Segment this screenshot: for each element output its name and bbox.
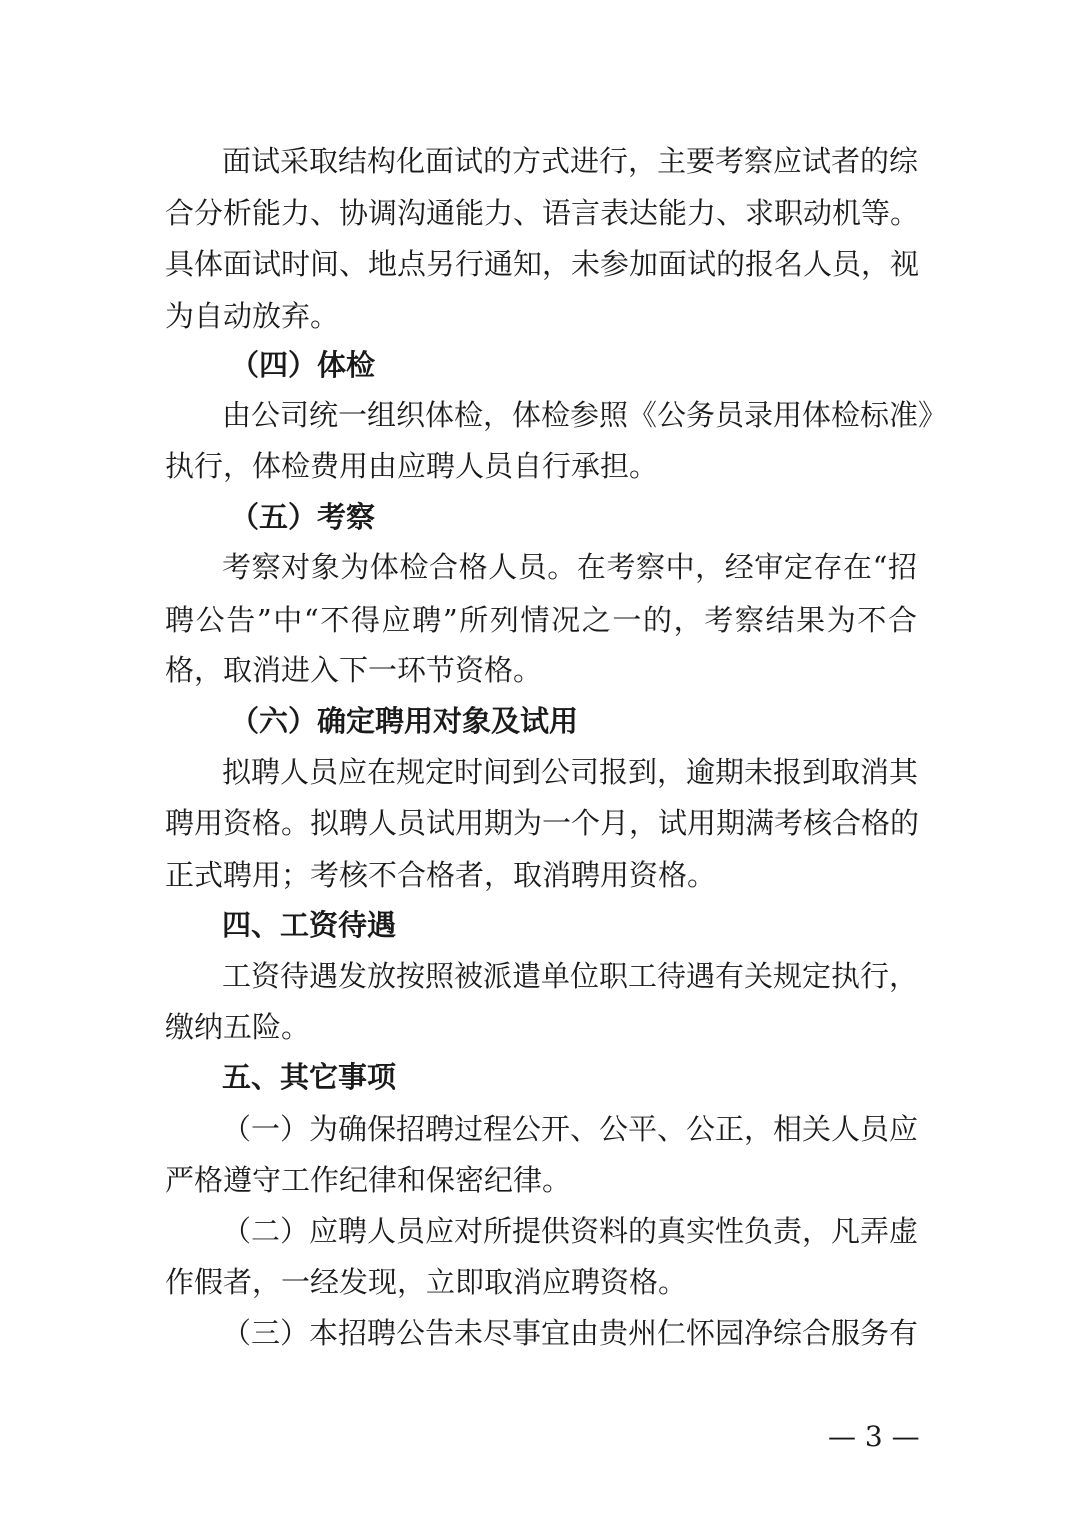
inspection-line-3: 格，取消进入下一环节资格。 xyxy=(165,653,543,687)
hiring-trial-line-3: 正式聘用；考核不合格者，取消聘用资格。 xyxy=(165,858,717,892)
other-matters-item-1-line-2: 严格遵守工作纪律和保密纪律。 xyxy=(165,1163,572,1197)
salary-line-2: 缴纳五险。 xyxy=(165,1010,311,1044)
other-matters-item-3-line-1: （三）本招聘公告未尽事宜由贵州仁怀园净综合服务有 xyxy=(222,1316,919,1350)
physical-exam-line-1: 由公司统一组织体检，体检参照《公务员录用体检标准》 xyxy=(222,398,948,432)
salary-line-1: 工资待遇发放按照被派遣单位职工待遇有关规定执行， xyxy=(222,959,919,993)
other-matters-item-2-line-2: 作假者，一经发现，立即取消应聘资格。 xyxy=(165,1265,688,1299)
section-heading-hiring-trial: （六）确定聘用对象及试用 xyxy=(230,704,579,738)
hiring-trial-line-2: 聘用资格。拟聘人员试用期为一个月，试用期满考核合格的 xyxy=(165,806,920,840)
interview-paragraph-line-2: 合分析能力、协调沟通能力、语言表达能力、求职动机等。 xyxy=(165,196,920,230)
section-heading-physical-exam: （四）体检 xyxy=(230,348,376,382)
interview-paragraph-line-3: 具体面试时间、地点另行通知，未参加面试的报名人员，视 xyxy=(165,247,920,281)
section-heading-other-matters: 五、其它事项 xyxy=(222,1060,397,1094)
section-heading-inspection: （五）考察 xyxy=(230,500,376,534)
physical-exam-line-2: 执行，体检费用由应聘人员自行承担。 xyxy=(165,449,659,483)
interview-paragraph-line-4: 为自动放弃。 xyxy=(165,299,340,333)
inspection-line-2: 聘公告”中“不得应聘”所列情况之一的，考察结果为不合 xyxy=(165,603,917,637)
other-matters-item-2-line-1: （二）应聘人员应对所提供资料的真实性负责，凡弄虚 xyxy=(222,1214,919,1248)
interview-paragraph-line-1: 面试采取结构化面试的方式进行，主要考察应试者的综 xyxy=(222,144,919,178)
hiring-trial-line-1: 拟聘人员应在规定时间到公司报到，逾期未报到取消其 xyxy=(222,755,919,789)
section-heading-salary: 四、工资待遇 xyxy=(222,908,397,942)
page-number: — 3 — xyxy=(828,1420,920,1453)
other-matters-item-1-line-1: （一）为确保招聘过程公开、公平、公正，相关人员应 xyxy=(222,1112,919,1146)
inspection-line-1: 考察对象为体检合格人员。在考察中，经审定存在“招 xyxy=(222,550,917,584)
